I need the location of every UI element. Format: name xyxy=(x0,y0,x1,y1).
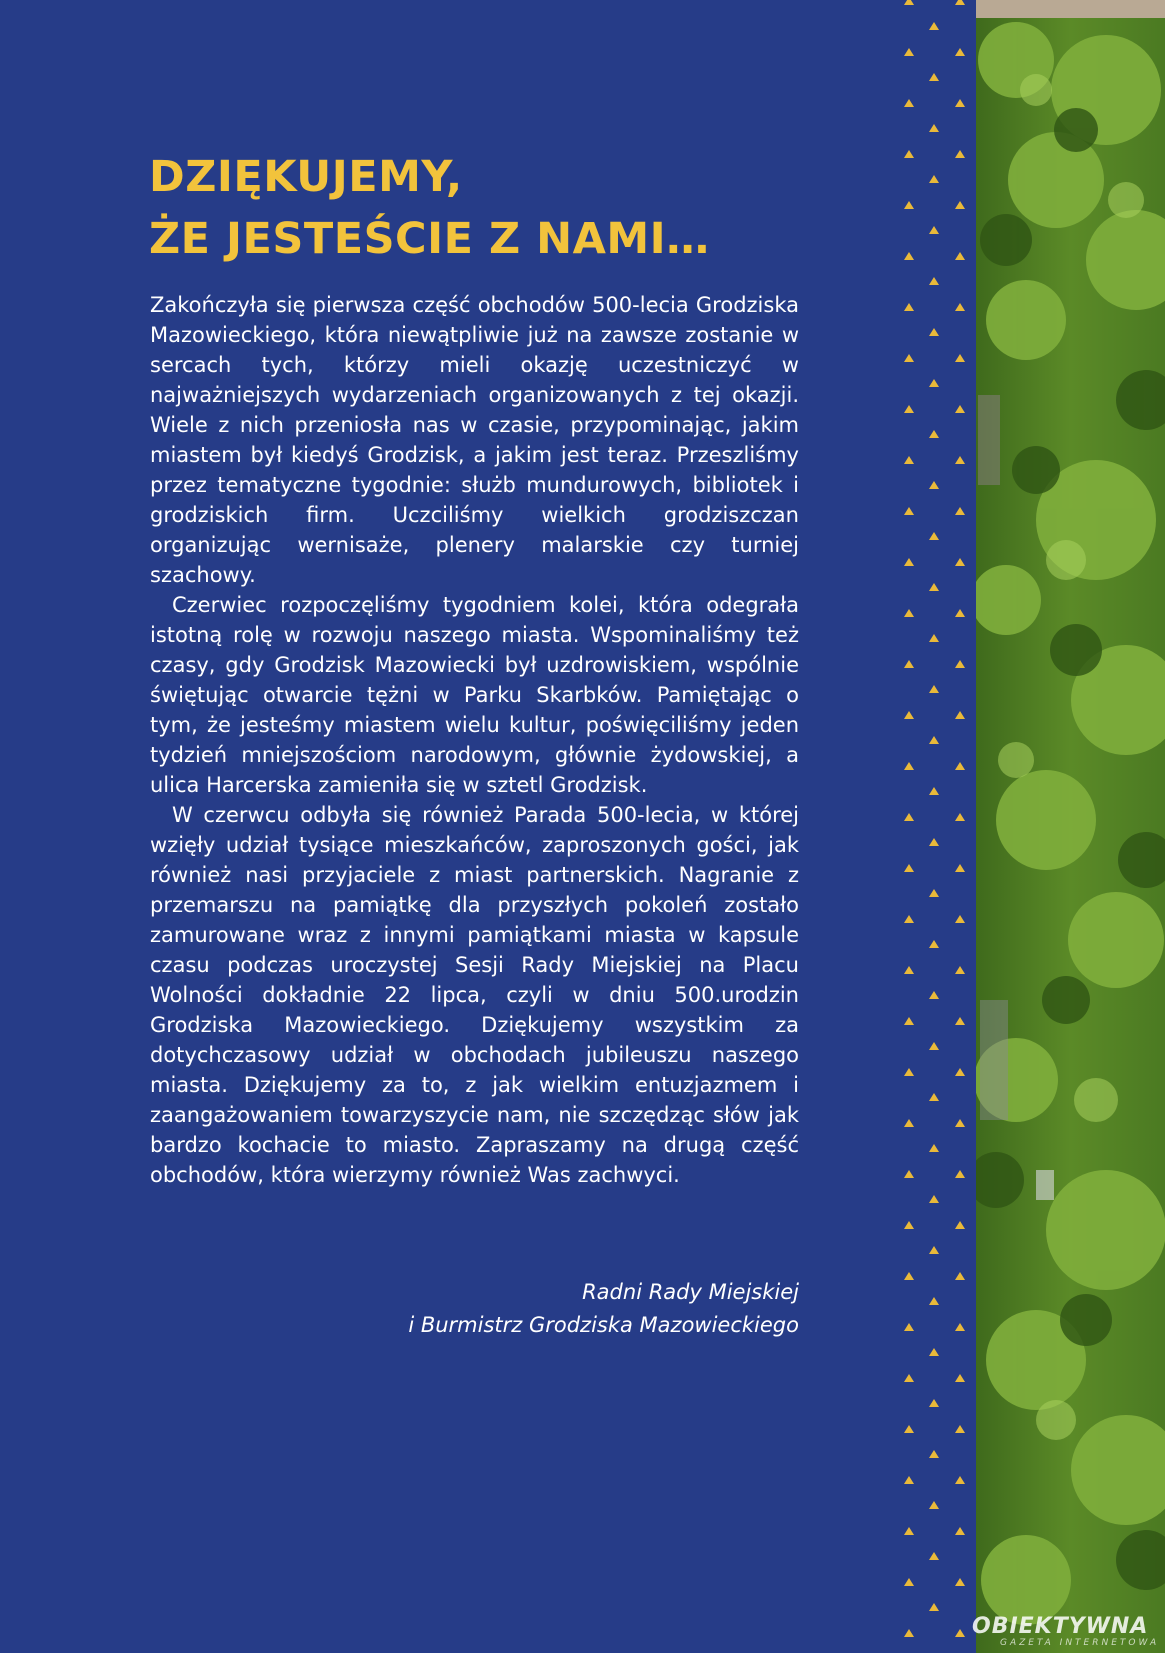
page-title-line-1: DZIĘKUJEMY, xyxy=(149,152,463,202)
signature-line-1: Radni Rady Miejskiej xyxy=(582,1280,799,1304)
signature xyxy=(300,1276,799,1342)
watermark-title: OBIEKTYWNA xyxy=(972,1614,1149,1639)
watermark-subtitle: GAZETA INTERNETOWA xyxy=(1000,1638,1160,1648)
paragraph-1: Zakończyła się pierwsza część obchodów 500-lecia Grodziska Mazowieckiego, która niewątpliwie już na zawsze zostanie w sercach tych, którzy mieli okazję uczestniczyć w najważniejszych wydarzeniach organizowanych z tej okazji. Wiele z nich przeniosła nas w czasie, przypominając, jakim miastem był kiedyś Grodzisk, a jakim jest teraz. Przeszliśmy przez tematyczne tygodnie: służb mundurowych, bibliotek i grodziskich firm. Uczciliśmy wielkich grodziszczan organizując wernisaże, plenery malarskie czy turniej szachowy. xyxy=(150,293,799,587)
watermark-logo xyxy=(960,1614,1165,1650)
paragraph-3: W czerwcu odbyła się również Parada 500-lecia, w której wzięły udział tysiące mieszkańców, zaproszonych gości, jak również nasi przyjaciele z miast partnerskich. Nagranie z przemarszu na pamiątkę dla przyszłych pokoleń zostało zamurowane wraz z innymi pamiątkami miasta w kapsule czasu podczas uroczystej Sesji Rady Miejskiej na Placu Wolności dokładnie 22 lipca, czyli w dniu 500.urodzin Grodziska Mazowieckiego. Dziękujemy wszystkim za dotychczasowy udział w obchodach jubileuszu naszego miasta. Dziękujemy za to, z jak wielkim entuzjazmem i zaangażowaniem towarzyszycie nam, nie szczędząc słów jak bardzo kochacie to miasto. Zapraszamy na drugą część obchodów, która wierzymy również Was zachwyci. xyxy=(150,803,799,1187)
triangle-pattern-strip xyxy=(893,0,976,1653)
page-title-line-2: ŻE JESTEŚCIE Z NAMI… xyxy=(149,214,710,264)
tree-photo xyxy=(976,0,1165,1653)
signature-line-2: i Burmistrz Grodziska Mazowieckiego xyxy=(408,1313,799,1337)
page-title xyxy=(149,146,849,270)
article-body xyxy=(150,290,799,1190)
paragraph-2: Czerwiec rozpoczęliśmy tygodniem kolei, która odegrała istotną rolę w rozwoju naszego miasta. Wspominaliśmy też czasy, gdy Grodzisk Mazowiecki był uzdrowiskiem, wspólnie świętując otwarcie tężni w Parku Skarbków. Pamiętając o tym, że jesteśmy miastem wielu kultur, poświęciliśmy jeden tydzień mniejszościom narodowym, głównie żydowskiej, a ulica Harcerska zamieniła się w sztetl Grodzisk. xyxy=(150,593,799,797)
